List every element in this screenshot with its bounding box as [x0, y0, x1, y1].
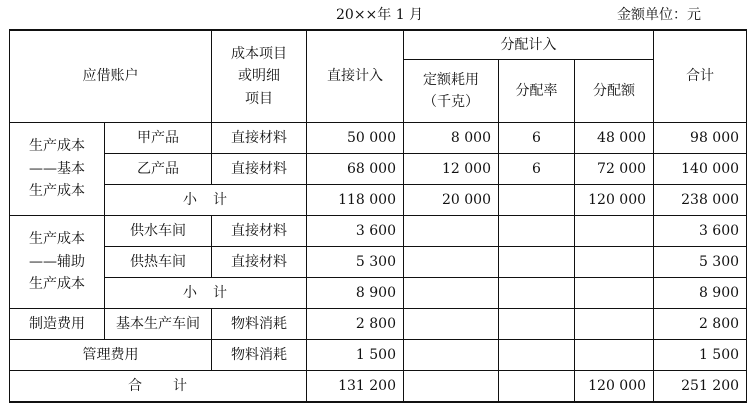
total-label: 合 计: [10, 371, 307, 403]
row-amount: [575, 309, 654, 340]
row-amount: 120 000: [575, 185, 654, 216]
row-direct: 1 500: [307, 340, 404, 371]
row-direct: 131 200: [307, 371, 404, 403]
row-rate: [499, 216, 575, 247]
row-amount: 72 000: [575, 154, 654, 185]
row-total: 2 800: [654, 309, 747, 340]
table-total-row: [10, 371, 747, 403]
header-allocated: 分配计入: [404, 30, 654, 60]
row-total: 3 600: [654, 216, 747, 247]
row-quota: 12 000: [404, 154, 499, 185]
row-sub-account: 基本生产车间: [105, 309, 212, 340]
row-account: 制造费用: [10, 309, 105, 340]
row-rate: [499, 309, 575, 340]
header-cost-item: 成本项目 或明细 项目: [212, 30, 307, 123]
row-rate: [499, 247, 575, 278]
row-amount: [575, 340, 654, 371]
row-direct: 2 800: [307, 309, 404, 340]
row-sub-account: 供热车间: [105, 247, 212, 278]
header-rate: 分配率: [499, 60, 575, 123]
group-aux-production: 生产成本 ——辅助 生产成本: [10, 216, 105, 309]
row-total: 140 000: [654, 154, 747, 185]
table-header-row: [10, 30, 747, 60]
row-amount: 48 000: [575, 123, 654, 154]
table-subtotal-row: [10, 185, 747, 216]
row-direct: 3 600: [307, 216, 404, 247]
row-amount: [575, 216, 654, 247]
row-direct: 5 300: [307, 247, 404, 278]
table-row: [10, 340, 747, 371]
row-amount: 120 000: [575, 371, 654, 403]
header-account: 应借账户: [10, 30, 212, 123]
header-quota: 定额耗用 （千克）: [404, 60, 499, 123]
subtotal-label: 小 计: [105, 185, 307, 216]
row-total: 251 200: [654, 371, 747, 403]
row-direct: 118 000: [307, 185, 404, 216]
row-quota: [404, 247, 499, 278]
row-quota: 20 000: [404, 185, 499, 216]
row-account: 管理费用: [10, 340, 212, 371]
row-direct: 8 900: [307, 278, 404, 309]
header-total: 合计: [654, 30, 747, 123]
table-row: [10, 309, 747, 340]
row-cost-item: 直接材料: [212, 123, 307, 154]
row-sub-account: 供水车间: [105, 216, 212, 247]
row-cost-item: 直接材料: [212, 247, 307, 278]
row-cost-item: 直接材料: [212, 154, 307, 185]
header-amount: 分配额: [575, 60, 654, 123]
row-cost-item: 物料消耗: [212, 340, 307, 371]
row-rate: [499, 185, 575, 216]
row-total: 98 000: [654, 123, 747, 154]
row-rate: [499, 278, 575, 309]
subtotal-label: 小 计: [105, 278, 307, 309]
table-row: [10, 123, 747, 154]
row-total: 8 900: [654, 278, 747, 309]
row-amount: [575, 278, 654, 309]
row-quota: [404, 278, 499, 309]
row-rate: [499, 340, 575, 371]
row-rate: 6: [499, 123, 575, 154]
row-cost-item: 直接材料: [212, 216, 307, 247]
row-quota: [404, 371, 499, 403]
material-allocation-table: [9, 29, 747, 403]
row-quota: 8 000: [404, 123, 499, 154]
group-basic-production: 生产成本 ——基本 生产成本: [10, 123, 105, 216]
row-total: 238 000: [654, 185, 747, 216]
row-cost-item: 物料消耗: [212, 309, 307, 340]
row-direct: 68 000: [307, 154, 404, 185]
table-date: 20××年 1 月: [336, 7, 424, 23]
row-quota: [404, 309, 499, 340]
table-row: [10, 216, 747, 247]
table-row: [10, 247, 747, 278]
row-total: 1 500: [654, 340, 747, 371]
row-rate: 6: [499, 154, 575, 185]
row-amount: [575, 247, 654, 278]
row-sub-account: 乙产品: [105, 154, 212, 185]
row-rate: [499, 371, 575, 403]
row-sub-account: 甲产品: [105, 123, 212, 154]
amount-unit: 金额单位：元: [617, 7, 701, 23]
row-direct: 50 000: [307, 123, 404, 154]
header-direct: 直接计入: [307, 30, 404, 123]
row-total: 5 300: [654, 247, 747, 278]
table-row: [10, 154, 747, 185]
row-quota: [404, 340, 499, 371]
table-subtotal-row: [10, 278, 747, 309]
row-quota: [404, 216, 499, 247]
